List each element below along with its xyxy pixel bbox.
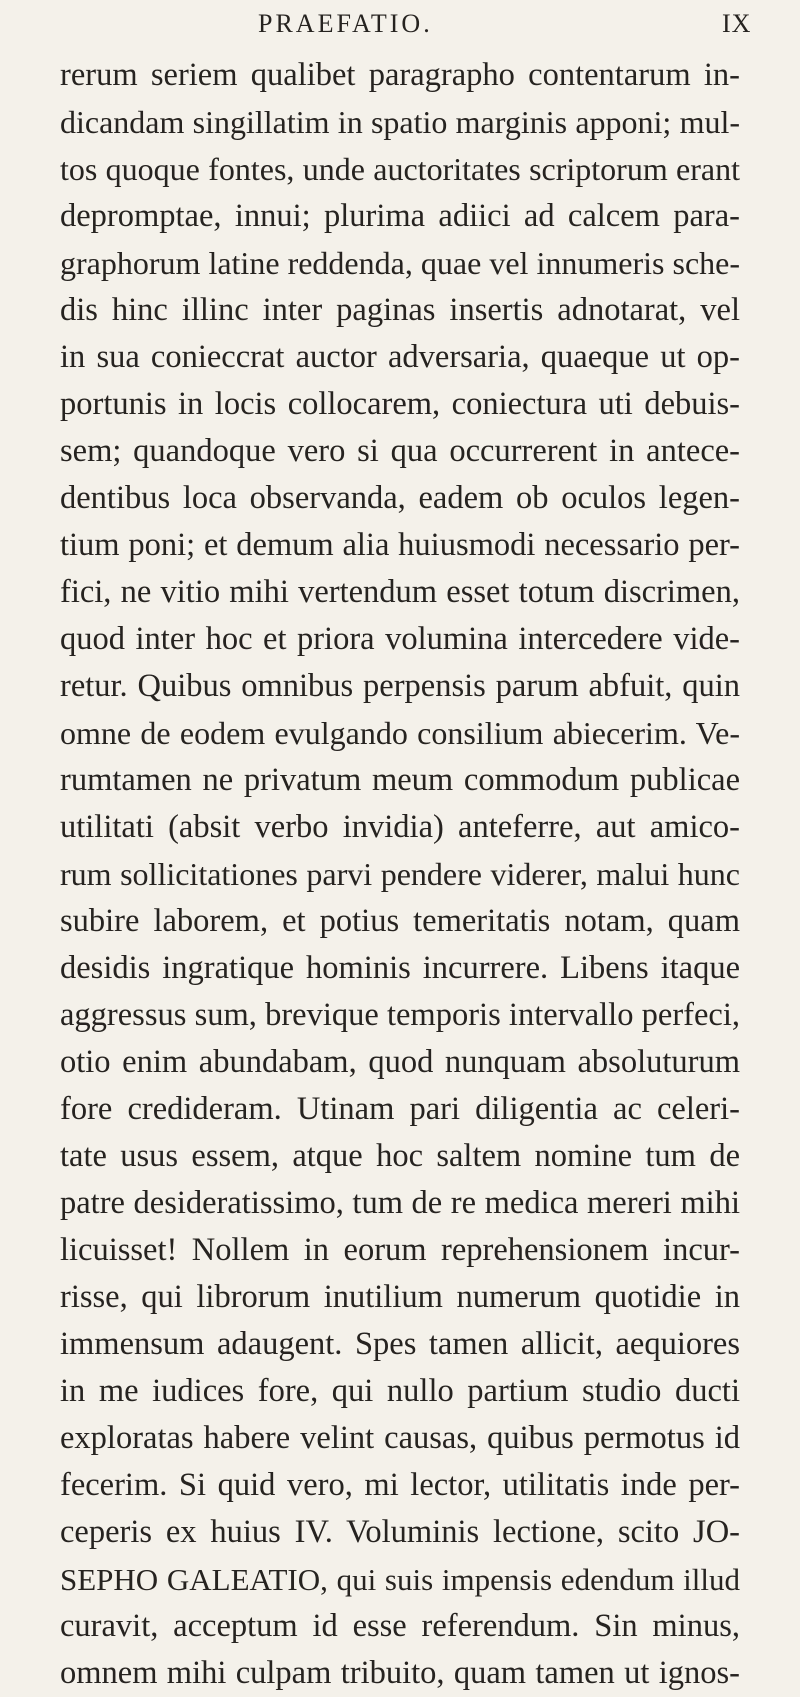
text-line: in sua conieccrat auctor adversaria, quaeque ut op- xyxy=(60,339,740,375)
text-line: dentibus loca observanda, eadem ob oculos legen- xyxy=(60,480,740,516)
text-line: portunis in locis collocarem, coniectura uti debuis- xyxy=(60,386,740,422)
body-text xyxy=(60,52,740,1697)
text-line: subire laborem, et potius temeritatis notam, quam xyxy=(60,903,740,939)
text-line: ceperis ex huius IV. Voluminis lectione, scito JO- xyxy=(60,1514,740,1550)
text-line: licuisset! Nollem in eorum reprehensionem incur- xyxy=(60,1232,740,1268)
text-line: sem; quandoque vero si qua occurrerent in antece- xyxy=(60,433,740,469)
text-line: rerum seriem qualibet paragrapho contentarum in- xyxy=(60,57,740,93)
text-line: depromptae, innui; plurima adiici ad calcem para- xyxy=(60,198,740,234)
text-line: dicandam singillatim in spatio marginis apponi; mul- xyxy=(60,104,740,140)
running-head xyxy=(0,6,800,42)
text-line: rumtamen ne privatum meum commodum publicae xyxy=(60,762,740,798)
text-line: omnem mihi culpam tribuito, quam tamen ut ignos- xyxy=(60,1655,740,1691)
text-line: utilitati (absit verbo invidia) anteferre, aut amico- xyxy=(60,809,740,845)
text-line: patre desideratissimo, tum de re medica mereri mihi xyxy=(60,1185,740,1221)
text-line: aggressus sum, brevique temporis intervallo perfeci, xyxy=(60,997,740,1033)
text-line: retur. Quibus omnibus perpensis parum abfuit, quin xyxy=(60,668,740,704)
running-title: PRAEFATIO. xyxy=(258,9,433,38)
text-line: tos quoque fontes, unde auctoritates scriptorum erant xyxy=(60,151,740,187)
text-line: fecerim. Si quid vero, mi lector, utilitatis inde per- xyxy=(60,1467,740,1503)
text-line: otio enim abundabam, quod nunquam absoluturum xyxy=(60,1044,740,1080)
text-line: fore credideram. Utinam pari diligentia ac celeri- xyxy=(60,1091,740,1127)
page-number: IX xyxy=(722,9,752,38)
text-line: tate usus essem, atque hoc saltem nomine tum de xyxy=(60,1138,740,1174)
text-line: exploratas habere velint causas, quibus permotus id xyxy=(60,1420,740,1456)
text-line: omne de eodem evulgando consilium abiecerim. Ve- xyxy=(60,715,740,751)
text-line: fici, ne vitio mihi vertendum esset totum discrimen, xyxy=(60,574,740,610)
text-line: desidis ingratique hominis incurrere. Libens itaque xyxy=(60,950,740,986)
text-line: quod inter hoc et priora volumina intercedere vide- xyxy=(60,621,740,657)
text-line: SEPHO GALEATIO, qui suis impensis edendum illud xyxy=(60,1562,740,1597)
text-line: dis hinc illinc inter paginas insertis adnotarat, vel xyxy=(60,292,740,328)
text-line: risse, qui librorum inutilium numerum quotidie in xyxy=(60,1279,740,1315)
text-line: in me iudices fore, qui nullo partium studio ducti xyxy=(60,1373,740,1409)
text-line: graphorum latine reddenda, quae vel innumeris sche- xyxy=(60,245,740,281)
text-line: tium poni; et demum alia huiusmodi necessario per- xyxy=(60,527,740,563)
text-line: immensum adaugent. Spes tamen allicit, aequiores xyxy=(60,1326,740,1362)
text-line: curavit, acceptum id esse referendum. Sin minus, xyxy=(60,1608,740,1644)
text-line: rum sollicitationes parvi pendere viderer, malui hunc xyxy=(60,856,740,892)
